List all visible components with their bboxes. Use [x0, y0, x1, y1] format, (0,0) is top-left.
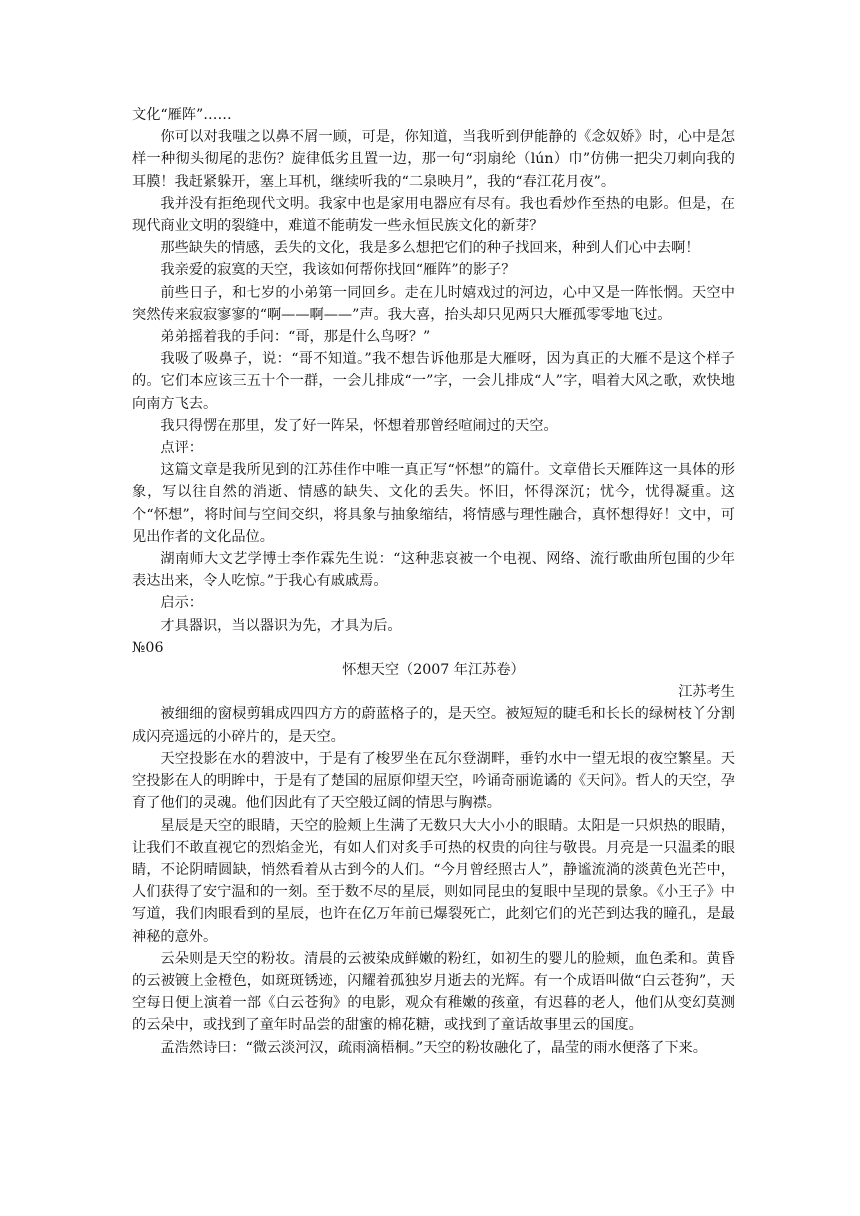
- essay-paragraph: 云朵则是天空的粉妆。清晨的云被染成鲜嫩的粉红，如初生的婴儿的脸颊，血色柔和。黄昏的云被镀上金橙色，如斑斑锈迹，闪耀着孤独岁月逝去的光辉。有一个成语叫做“白云苍狗”，天空每日便上演着一部《白云苍狗》的电影，观众有稚嫩的孩童，有迟暮的老人，他们从变幻莫测的云朵中，或找到了童年时品尝的甜蜜的棉花糖，或找到了童话故事里云的国度。: [132, 950, 735, 1034]
- essay-title: 怀想天空（2007 年江苏卷）: [342, 662, 525, 679]
- paragraph: 前些日子，和七岁的小弟第一同回乡。走在儿时嬉戏过的河边，心中又是一阵怅惘。天空中突然传来寂寂寥寥的“啊——啊——”声。我大喜，抬头却只见两只大雁孤零零地飞过。: [132, 284, 735, 323]
- essay-paragraph: 天空投影在水的碧波中，于是有了梭罗坐在瓦尔登湖畔，垂钓水中一望无垠的夜空繁星。天空投影在人的明眸中，于是有了楚国的屈原仰望天空，吟诵奇丽诡谲的《天问》。哲人的天空，孕育了他们的灵魂。他们因此有了天空般辽阔的情思与胸襟。: [132, 750, 735, 812]
- insight-label: 启示：: [160, 595, 203, 612]
- comment-paragraph: 湖南师大文艺学博士李作霖先生说：“这种悲哀被一个电视、网络、流行歌曲所包围的少年表达出来，令人吃惊。”于我心有戚戚焉。: [132, 551, 735, 590]
- intro-line: 文化“雁阵”……: [132, 107, 232, 123]
- comment-paragraph: 这篇文章是我所见到的江苏佳作中唯一真正写“怀想”的篇什。文章借长天雁阵这一具体的形象，写以往自然的消逝、情感的缺失、文化的丢失。怀旧，怀得深沉；忧今，忧得凝重。这个“怀想”，将时间与空间交织，将具象与抽象缩结，将情感与理性融合，真怀想得好！文中，可见出作者的文化品位。: [132, 462, 735, 545]
- paragraph: 我并没有拒绝现代文明。我家中也是家用电器应有尽有。我也看炒作至热的电影。但是，在现代商业文明的裂缝中，难道不能萌发一些永恒民族文化的新芽？: [132, 195, 735, 235]
- essay-paragraph: 星辰是天空的眼睛，天空的脸颊上生满了无数只大大小小的眼睛。太阳是一只炽热的眼睛，让我们不敢直视它的烈焰金光，有如人们对炙手可热的权贵的向往与敬畏。月亮是一只温柔的眼睛，不论阴晴圆缺，悄然看着从古到今的人们。“今月曾经照古人”，静谧流淌的淡黄色光芒中，人们获得了安宁温和的一刻。至于数不尽的星辰，则如同昆虫的复眼中呈现的景象。《小王子》中写道，我们肉眼看到的星辰，也许在亿万年前已爆裂死亡，此刻它们的光芒到达我的瞳孔，是最神秘的意外。: [132, 817, 735, 945]
- comment-label: 点评：: [160, 440, 203, 457]
- essay-author: 江苏考生: [678, 684, 735, 701]
- document-page: [132, 104, 735, 1059]
- insight-text: 才具器识，当以器识为先，才具为后。: [160, 617, 402, 634]
- essay-paragraph: 孟浩然诗曰：“微云淡河汉，疏雨滴梧桐。”天空的粉妆融化了，晶莹的雨水便落了下来。: [160, 1039, 707, 1056]
- section-number: №06: [132, 639, 164, 656]
- paragraph: 我只得愣在那里，发了好一阵呆，怀想着那曾经喧闹过的天空。: [160, 417, 558, 434]
- paragraph: 你可以对我嗤之以鼻不屑一顾，可是，你知道，当我听到伊能静的《念奴娇》时，心中是怎样一种彻头彻尾的悲伤？旋律低劣且置一边，那一句“羽扇纶（lún）巾”仿佛一把尖刀刺向我的耳膜！我赶紧躲开，塞上耳机，继续听我的“二泉映月”，我的“春江花月夜”。: [132, 129, 735, 190]
- paragraph: 我亲爱的寂寞的天空，我该如何帮你找回“雁阵”的影子？: [160, 262, 516, 279]
- paragraph: 那些缺失的情感，丢失的文化，我是多么想把它们的种子找回来，种到人们心中去啊！: [160, 240, 700, 257]
- paragraph: 弟弟摇着我的手问：“哥，那是什么鸟呀？”: [160, 329, 431, 346]
- paragraph: 我吸了吸鼻子，说：“哥不知道。”我不想告诉他那是大雁呀，因为真正的大雁不是这个样子的。它们本应该三五十个一群，一会儿排成“一”字，一会儿排成“人”字，唱着大风之歌，欢快地向南方飞去。: [132, 351, 735, 412]
- essay-paragraph: 被细细的窗棂剪辑成四四方方的蔚蓝格子的，是天空。被短短的睫毛和长长的绿树枝丫分割成闪亮遥远的小碎片的，是天空。: [132, 706, 735, 745]
